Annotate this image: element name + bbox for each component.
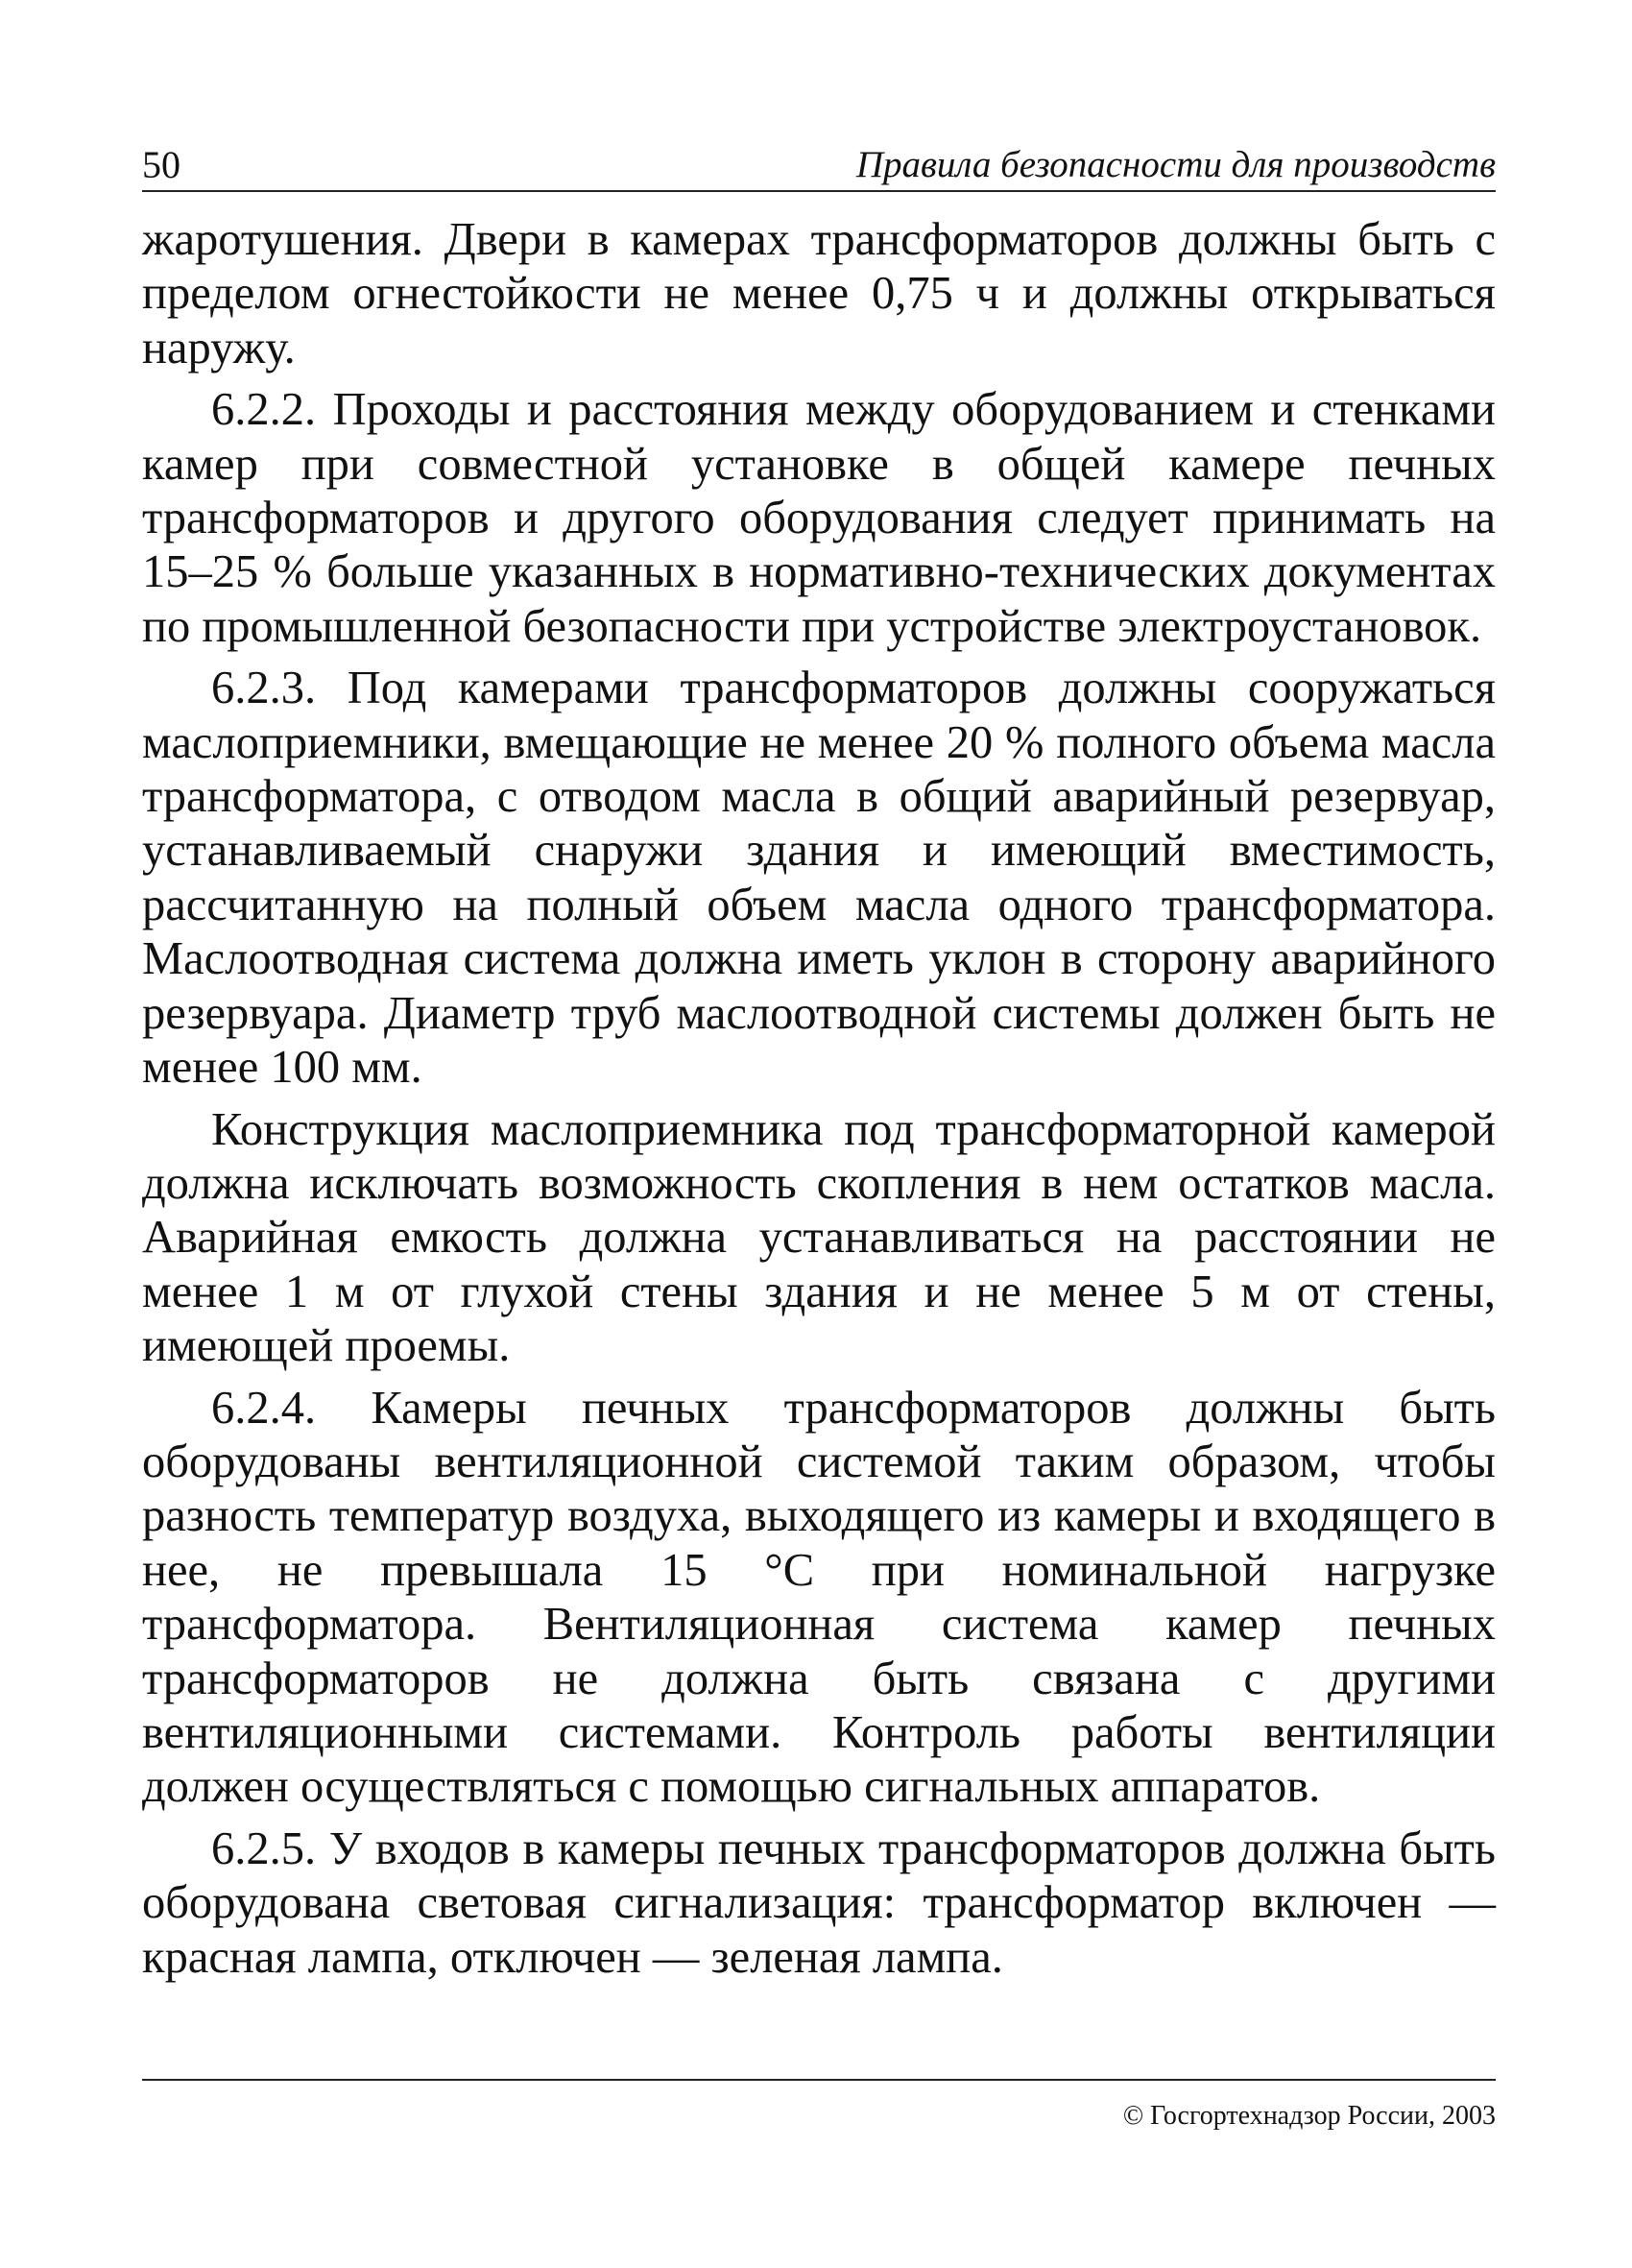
running-title: Правила безопасности для производств	[855, 144, 1496, 185]
paragraph-6-2-4: 6.2.4. Камеры печных трансформаторов должны быть оборудованы вентиляционной системой таким образом, чтобы разность температур воздуха, выходящего из камеры и входящего в нее, не превышала 15 °С при номинальной нагрузке трансформатора. Вентиляционная система камер печных трансформаторов не должна быть связана с другими вентиляционными системами. Контроль работы вентиляции должен осуществляться с помощью сигнальных аппаратов.	[142, 1382, 1496, 1813]
paragraph-continuation: жаротушения. Двери в камерах трансформаторов должны быть с пределом огнестойкости не менее 0,75 ч и должны открываться наружу.	[142, 214, 1496, 374]
paragraph-6-2-3: 6.2.3. Под камерами трансформаторов должны сооружаться маслоприемники, вмещающие не менее 20 % полного объема масла трансформатора, с отводом масла в общий аварийный резервуар, устанавливаемый снаружи здания и имеющий вместимость, рассчитанную на полный объем масла одного трансформатора. Маслоотводная система должна иметь уклон в сторону аварийного резервуара. Диаметр труб маслоотводной системы должен быть не менее 100 мм.	[142, 663, 1496, 1094]
page-number: 50	[142, 143, 180, 186]
paragraph-6-2-2: 6.2.2. Проходы и расстояния между оборудованием и стенками камер при совместной установке в общей камере печных трансформаторов и другого оборудования следует принимать на 15–25 % больше указанных в нормативно-технических документах по промышленной безопасности при устройстве электроустановок.	[142, 384, 1496, 652]
footer-divider	[142, 2079, 1496, 2081]
copyright-notice: © Госгортехнадзор России, 2003	[1122, 2101, 1496, 2131]
page-header	[142, 144, 1496, 192]
paragraph-oil-receiver-construction: Конструкция маслоприемника под трансформаторной камерой должна исключать возможность скопления в нем остатков масла. Аварийная емкость должна устанавливаться на расстоянии не менее 1 м от глухой стены здания и не менее 5 м от стены, имеющей проемы.	[142, 1103, 1496, 1372]
paragraph-6-2-5: 6.2.5. У входов в камеры печных трансформаторов должна быть оборудована световая сигнализация: трансформатор включен — красная лампа, отключен — зеленая лампа.	[142, 1822, 1496, 1983]
body-text	[142, 213, 1496, 1992]
